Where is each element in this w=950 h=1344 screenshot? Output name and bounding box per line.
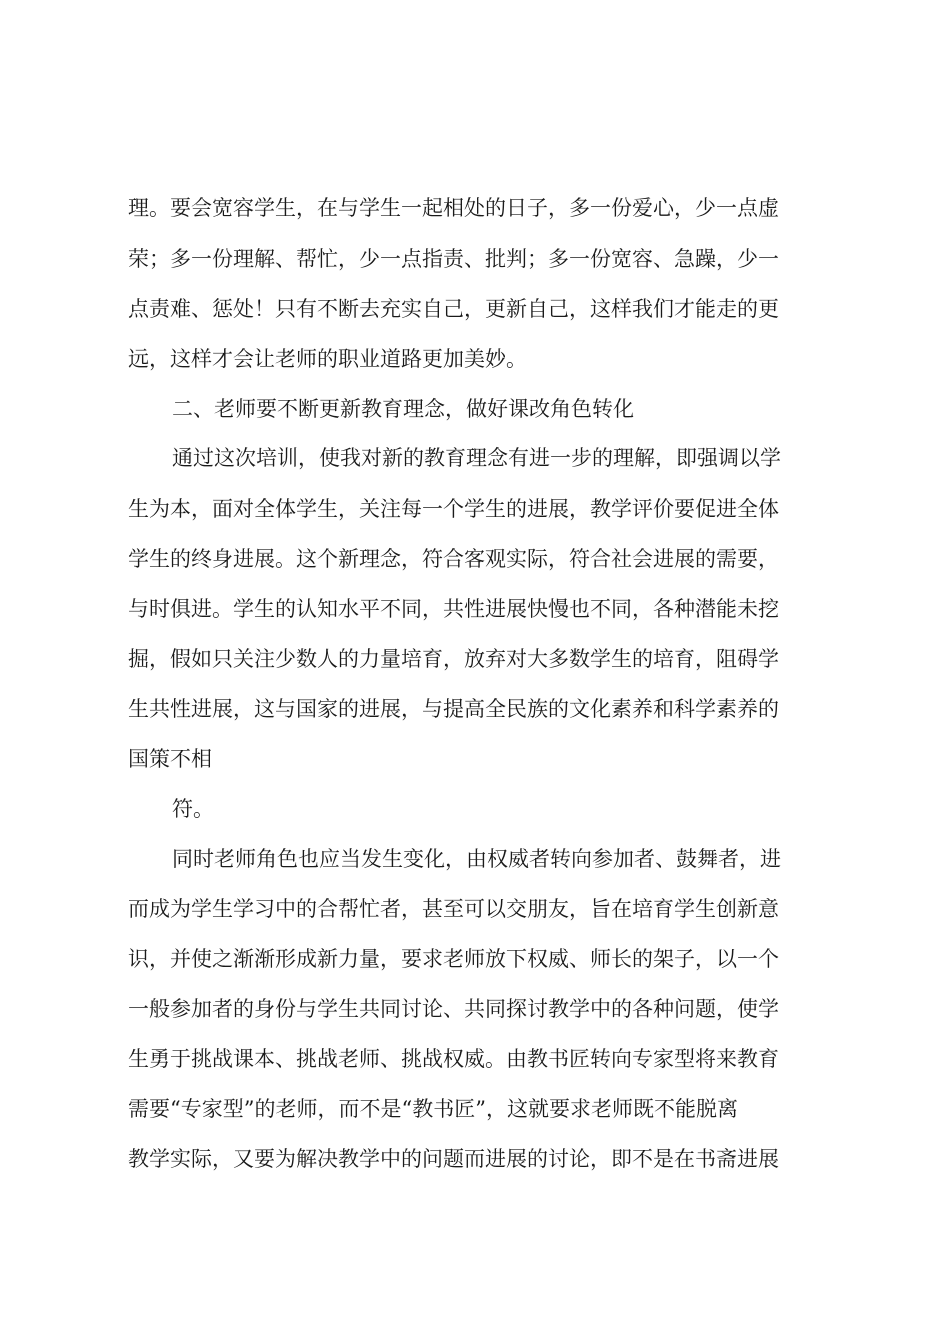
paragraph-line: 荣；多一份理解、帮忙，少一点指责、批判；多一份宽容、急躁，少一 (128, 247, 779, 271)
paragraph-line: 同时老师角色也应当发生变化，由权威者转向参加者、鼓舞者，进 (172, 847, 781, 871)
paragraph-line: 需要“专家型”的老师，而不是“教书匠”，这就要求老师既不能脱离 (128, 1097, 738, 1121)
paragraph-line: 国策不相 (128, 747, 212, 771)
paragraph-line: 学生的终身进展。这个新理念，符合客观实际，符合社会进展的需要， (128, 547, 779, 571)
paragraph-line: 远，这样才会让老师的职业道路更加美妙。 (128, 347, 527, 371)
paragraph-line: 教学实际，又要为解决教学中的问题而进展的讨论，即不是在书斋进展 (128, 1147, 779, 1171)
paragraph-line: 生为本，面对全体学生，关注每一个学生的进展，教学评价要促进全体 (128, 497, 779, 521)
paragraph-line: 识，并使之渐渐形成新力量，要求老师放下权威、师长的架子，以一个 (128, 947, 779, 971)
paragraph-line: 符。 (172, 797, 214, 821)
paragraph-line: 与时俱进。学生的认知水平不同，共性进展快慢也不同，各种潜能未挖 (128, 597, 779, 621)
paragraph-line: 通过这次培训，使我对新的教育理念有进一步的理解，即强调以学 (172, 446, 781, 470)
section-heading: 二、老师要不断更新教育理念，做好课改角色转化 (172, 397, 634, 421)
paragraph-line: 一般参加者的身份与学生共同讨论、共同探讨教学中的各种问题，使学 (128, 997, 779, 1021)
paragraph-line: 点责难、惩处！只有不断去充实自己，更新自己，这样我们才能走的更 (128, 297, 779, 321)
paragraph-line: 而成为学生学习中的合帮忙者，甚至可以交朋友，旨在培育学生创新意 (128, 897, 779, 921)
paragraph-line: 生勇于挑战课本、挑战老师、挑战权威。由教书匠转向专家型将来教育 (128, 1047, 779, 1071)
paragraph-line: 理。要会宽容学生，在与学生一起相处的日子，多一份爱心，少一点虚 (128, 196, 779, 220)
paragraph-line: 掘，假如只关注少数人的力量培育，放弃对大多数学生的培育，阻碍学 (128, 647, 779, 671)
paragraph-line: 生共性进展，这与国家的进展，与提高全民族的文化素养和科学素养的 (128, 697, 779, 721)
